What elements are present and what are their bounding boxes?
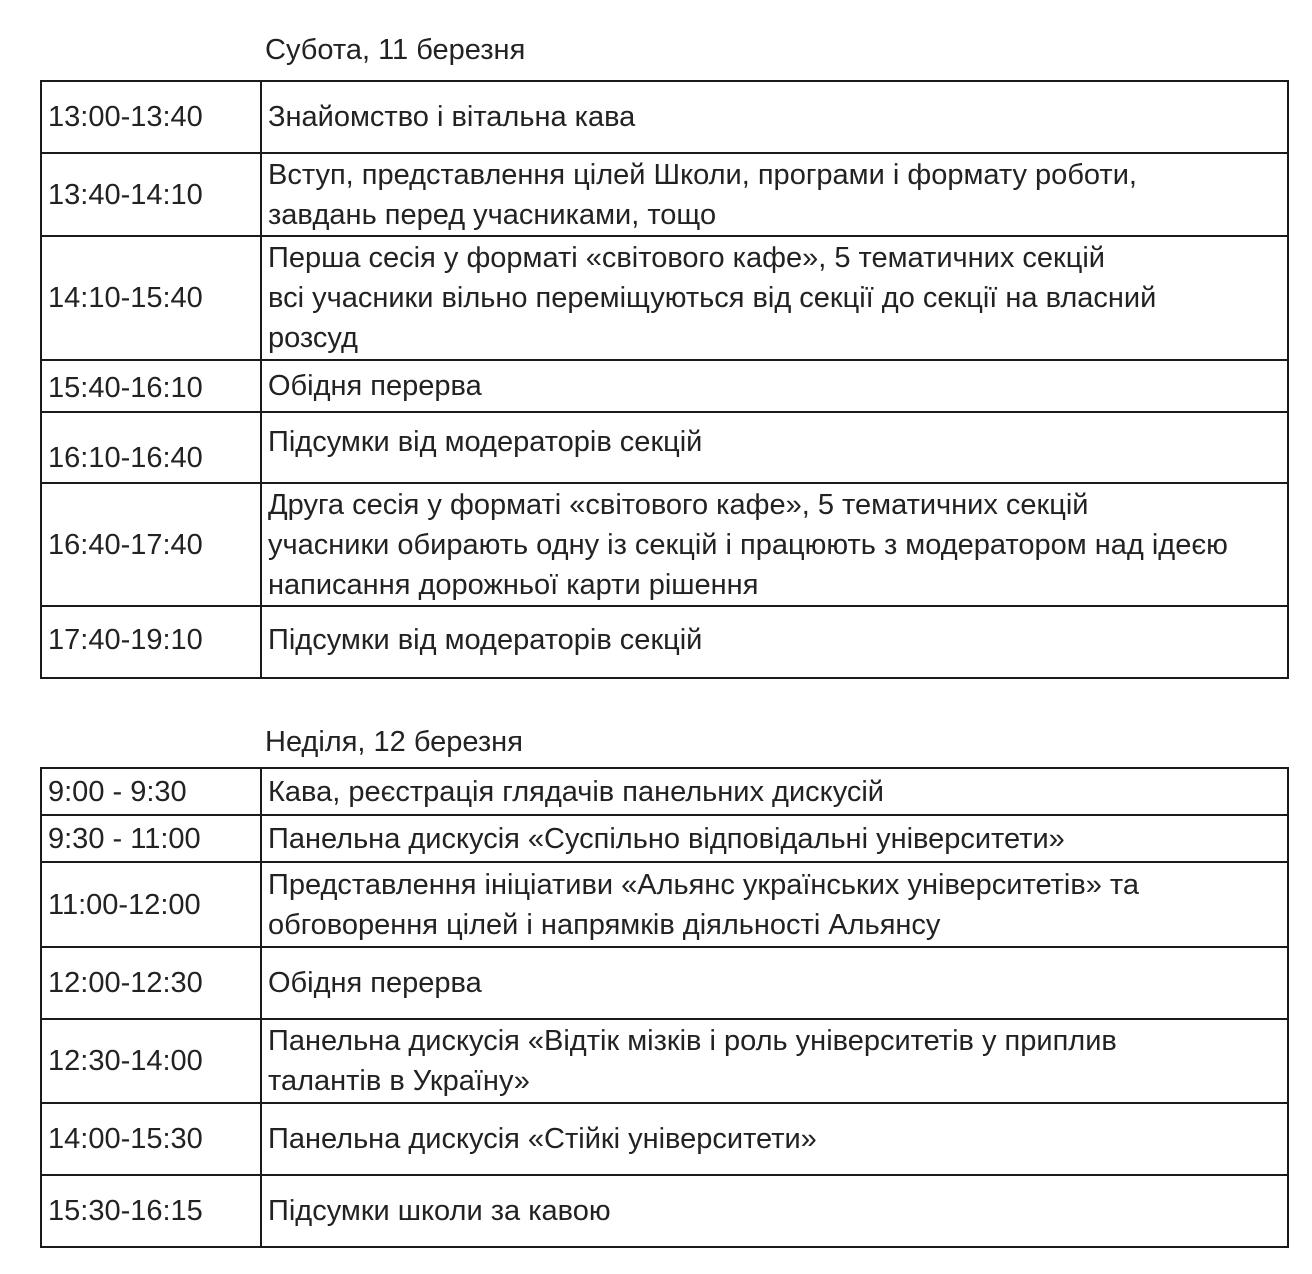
table-row [41, 768, 1288, 815]
saturday-schedule-table [40, 80, 1289, 679]
sunday-schedule-table [40, 767, 1289, 1248]
time-cell [41, 862, 261, 947]
time-cell [41, 1019, 261, 1103]
time-text: 12:00-12:30 [48, 967, 203, 999]
activity-line: Обідня перерва [268, 967, 482, 999]
activity-line: Представлення ініціативи «Альянс українських університетів» та [268, 868, 1140, 901]
time-cell [41, 1103, 261, 1175]
table-row [41, 862, 1288, 947]
activity-cell [261, 1175, 1288, 1247]
table-row [41, 153, 1288, 236]
time-cell [41, 236, 261, 360]
activity-line: Вступ, представлення цілей Школи, програми і формату роботи, [268, 158, 1137, 191]
activity-line: Підсумки від модераторів секцій [268, 624, 703, 656]
activity-line: розсуд [268, 322, 358, 354]
time-cell [41, 412, 261, 483]
table-row [41, 483, 1288, 606]
activity-line: учасники обирають одну із секцій і працюють з модератором над ідеєю [268, 528, 1228, 561]
activity-cell [261, 412, 1288, 483]
time-text: 13:40-14:10 [48, 178, 203, 211]
activity-line: Панельна дискусія «Стійкі університети» [268, 1123, 817, 1155]
time-text: 13:00-13:40 [48, 101, 203, 133]
time-text: 16:10-16:40 [48, 441, 203, 474]
time-text: 15:30-16:15 [48, 1195, 203, 1227]
time-text: 9:30 - 11:00 [48, 822, 201, 855]
activity-cell [261, 483, 1288, 606]
time-cell [41, 947, 261, 1019]
time-text: 17:40-19:10 [48, 624, 203, 656]
activity-cell [261, 947, 1288, 1019]
time-text: 11:00-12:00 [48, 888, 201, 921]
activity-line: Підсумки школи за кавою [268, 1195, 611, 1227]
activity-cell [261, 1103, 1288, 1175]
activity-cell [261, 862, 1288, 947]
sunday-heading: Неділя, 12 березня [265, 726, 523, 758]
activity-cell [261, 606, 1288, 678]
time-text: 9:00 - 9:30 [48, 775, 187, 808]
time-cell [41, 153, 261, 236]
activity-cell [261, 1019, 1288, 1103]
time-text: 15:40-16:10 [48, 372, 203, 404]
activity-cell [261, 81, 1288, 153]
table-row [41, 236, 1288, 360]
activity-line: Панельна дискусія «Суспільно відповідальні університети» [268, 822, 1065, 855]
activity-line: Підсумки від модераторів секцій [268, 425, 703, 458]
time-cell [41, 483, 261, 606]
table-row [41, 606, 1288, 678]
time-cell [41, 360, 261, 412]
table-row [41, 815, 1288, 862]
activity-line: Обідня перерва [268, 370, 482, 402]
activity-cell [261, 815, 1288, 862]
activity-cell [261, 360, 1288, 412]
time-cell [41, 606, 261, 678]
activity-cell [261, 153, 1288, 236]
table-row [41, 1103, 1288, 1175]
table-row [41, 1175, 1288, 1247]
time-text: 12:30-14:00 [48, 1045, 203, 1077]
time-cell [41, 815, 261, 862]
table-row [41, 412, 1288, 483]
activity-line: Друга сесія у форматі «світового кафе», 5 тематичних секцій [268, 488, 1089, 521]
activity-cell [261, 236, 1288, 360]
table-row [41, 1019, 1288, 1103]
table-row [41, 947, 1288, 1019]
time-cell [41, 81, 261, 153]
activity-line: талантів в Україну» [268, 1065, 530, 1097]
table-row [41, 81, 1288, 153]
activity-line: обговорення цілей і напрямків діяльності Альянсу [268, 908, 941, 941]
activity-line: Панельна дискусія «Відтік мізків і роль університетів у приплив [268, 1025, 1117, 1057]
activity-line: Перша сесія у форматі «світового кафе», 5 тематичних секцій [268, 242, 1105, 274]
activity-cell [261, 768, 1288, 815]
time-text: 14:00-15:30 [48, 1123, 203, 1155]
saturday-heading: Субота, 11 березня [265, 34, 526, 66]
activity-line: завдань перед учасниками, тощо [268, 198, 717, 231]
time-text: 14:10-15:40 [48, 282, 203, 314]
activity-line: всі учасники вільно переміщуються від секції до секції на власний [268, 282, 1157, 314]
activity-line: написання дорожньої карти рішення [268, 568, 759, 601]
time-cell [41, 768, 261, 815]
activity-line: Кава, реєстрація глядачів панельних дискусій [268, 775, 885, 808]
activity-line: Знайомство і вітальна кава [268, 101, 636, 133]
time-cell [41, 1175, 261, 1247]
time-text: 16:40-17:40 [48, 528, 203, 561]
table-row [41, 360, 1288, 412]
